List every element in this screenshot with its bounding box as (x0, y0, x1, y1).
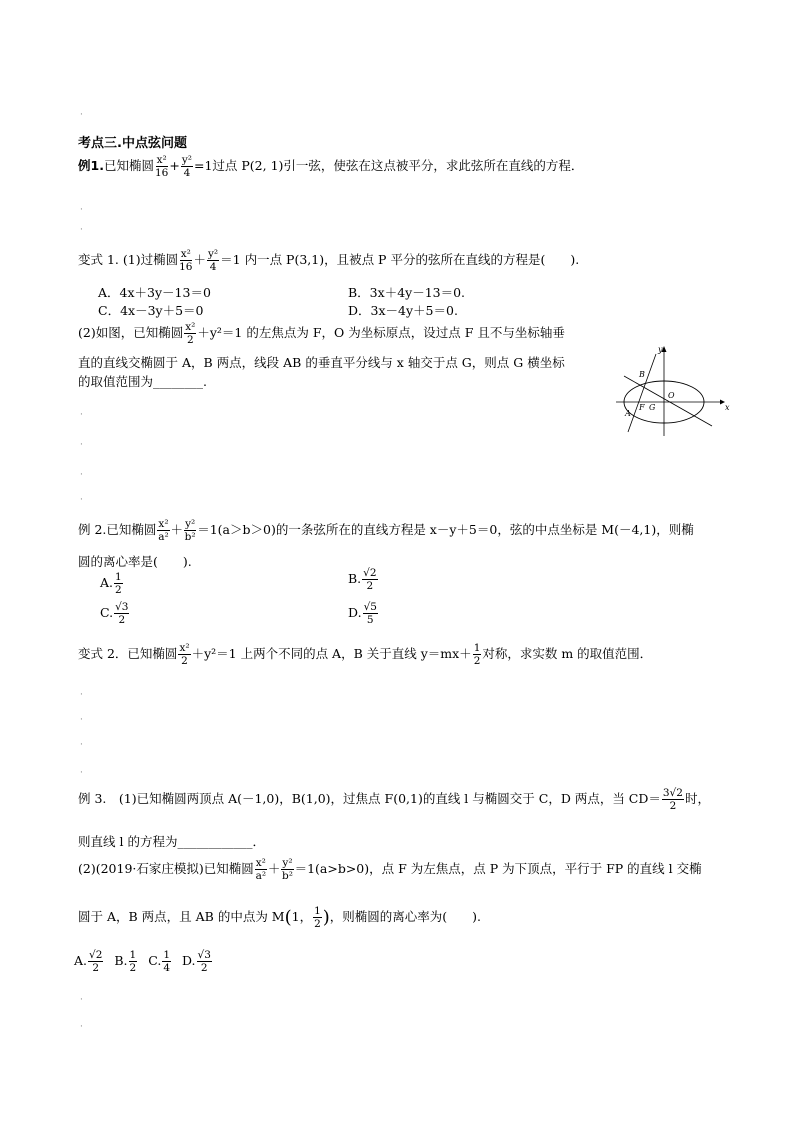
example-2: 例 2.已知椭圆 $\frac{\text{x²}}{\text{a²}}$ ＋ $\frac{\text{y²}}{\text{b²}}$ ＝1(a＞b＞0)的一条弦所在的直线方程是 x－y＋5＝0，弦的中点坐标是 M(－4,1)，则椭 (78, 518, 694, 543)
variant-1-part-2: (2)如图，已知椭圆 $\frac{\text{x²}}{2}$ ＋y²＝1 的左焦点为 F，O 为坐标原点，设过点 F 且不与坐标轴垂 (78, 321, 565, 346)
y-axis-label: y (658, 345, 663, 354)
variant-2: 变式 2．已知椭圆 $\frac{\text{x²}}{2}$ ＋y²＝1 上两个不同的点 A，B 关于直线 y＝mx＋ $\frac{1}{2}$ 对称，求实数 m 的取值范围． (78, 642, 653, 667)
fraction: $\frac{3√2}{2}$ (662, 787, 683, 812)
fraction: $\frac{\text{y²}}{\text{b²}}$ (282, 857, 293, 882)
paragraph-mark: · (80, 1022, 83, 1032)
example-3-line-2: 则直线 l 的方程为____________． (78, 834, 265, 849)
fraction: $\frac{\text{x²}}{2}$ (185, 321, 196, 346)
variant-1-part-1: 变式 1. (1)过椭圆 $\frac{\text{x²}}{16}$ ＋ $\frac{\text{y²}}{4}$ ＝1 内一点 P(3,1)，且被点 P 平分的弦所在直线的方程是( ). (78, 248, 580, 273)
paragraph-mark: · (80, 715, 83, 725)
fraction: $\frac{\text{y²}}{4}$ (181, 154, 192, 179)
x-axis-label: x (725, 403, 730, 412)
fraction: $\frac{\text{x²}}{2}$ (179, 642, 190, 667)
paragraph-mark: · (80, 690, 83, 700)
point-g-label: G (649, 403, 656, 412)
option-b: B. $\frac{1}{2}$ (114, 949, 137, 974)
options-row (74, 950, 213, 973)
option-a: A. $\frac{1}{2}$ (100, 571, 122, 596)
paragraph-mark: · (80, 470, 83, 480)
point-b-label: B (639, 370, 645, 379)
fraction: $\frac{\text{y²}}{4}$ (207, 248, 219, 273)
fraction: $\frac{\text{x²}}{\text{a²}}$ (158, 518, 169, 543)
variant-1-part-2-line-2: 直的直线交椭圆于 A，B 两点，线段 AB 的垂直平分线与 x 轴交于点 G，则点 G 横坐标 (78, 355, 565, 370)
paragraph-mark: · (80, 205, 83, 215)
paragraph-mark: · (80, 440, 83, 450)
example-3-part-2: (2)(2019·石家庄模拟)已知椭圆 $\frac{\text{x²}}{\text{a²}}$ ＋ $\frac{\text{y²}}{\text{b²}}$ ＝1(a>b>0)，点 F 为左焦点，点 P 为下顶点，平行于 FP 的直线 l 交椭 (78, 857, 702, 882)
fraction: $\frac{\text{y²}}{\text{b²}}$ (184, 518, 196, 543)
fraction: $\frac{\text{x²}}{\text{a²}}$ (255, 857, 267, 882)
option-c: C．4x－3y＋5＝0 (98, 303, 204, 318)
variant-1-part-2-line-3: 的取值范围为________. (78, 374, 207, 389)
paragraph-mark: · (80, 995, 83, 1005)
example-3-part-2-line-2: 圆于 A，B 两点，且 AB 的中点为 M(1， $\frac{1}{2}$ )，则椭圆的离心率为( ). (78, 905, 482, 930)
option-d: D．3x－4y＋5＝0. (348, 303, 458, 318)
paragraph-mark: · (80, 740, 83, 750)
option-d: D. $\frac{√3}{2}$ (181, 949, 211, 974)
option-d: D. $\frac{√5}{5}$ (348, 601, 377, 626)
example-1-label: 例1. (78, 158, 104, 173)
point-f-label: F (639, 403, 645, 412)
option-c: C. $\frac{√3}{2}$ (100, 601, 129, 626)
point-a-label: A (625, 409, 631, 418)
ellipse-figure (612, 342, 732, 438)
paragraph-mark: · (80, 225, 83, 235)
point-o-label: O (668, 391, 675, 400)
paragraph-mark: · (80, 495, 83, 505)
option-a: A. $\frac{√2}{2}$ (74, 949, 103, 974)
option-b: B. $\frac{√2}{2}$ (348, 567, 377, 592)
example-1: 例1.已知椭圆 $\frac{\text{x²}}{16}$ + $\frac{\text{y²}}{4}$ =1过点 P(2, 1)引一弦，使弦在这点被平分，求此弦所在直线的方程． (78, 154, 584, 179)
example-3-part-1: 例 3. (1)已知椭圆两顶点 A(－1,0)，B(1,0)，过焦点 F(0,1)的直线 l 与椭圆交于 C，D 两点，当 CD＝ $\frac{3√2}{2}$ 时， (78, 787, 710, 812)
option-b: B．3x＋4y－13＝0. (348, 285, 466, 300)
paragraph-mark: · (80, 768, 83, 778)
option-a: A．4x＋3y－13＝0 (98, 285, 211, 300)
example-2-line-2: 圆的离心率是( ). (78, 554, 192, 569)
section-title: 考点三.中点弦问题 (78, 136, 187, 151)
paragraph-mark: · (80, 410, 83, 420)
fraction: $\frac{\text{x²}}{16}$ (154, 154, 169, 179)
paragraph-mark: · (80, 110, 83, 120)
option-c: C. $\frac{1}{4}$ (148, 949, 170, 974)
fraction: $\frac{1}{2}$ (473, 642, 481, 667)
fraction: $\frac{\text{x²}}{16}$ (179, 248, 193, 273)
